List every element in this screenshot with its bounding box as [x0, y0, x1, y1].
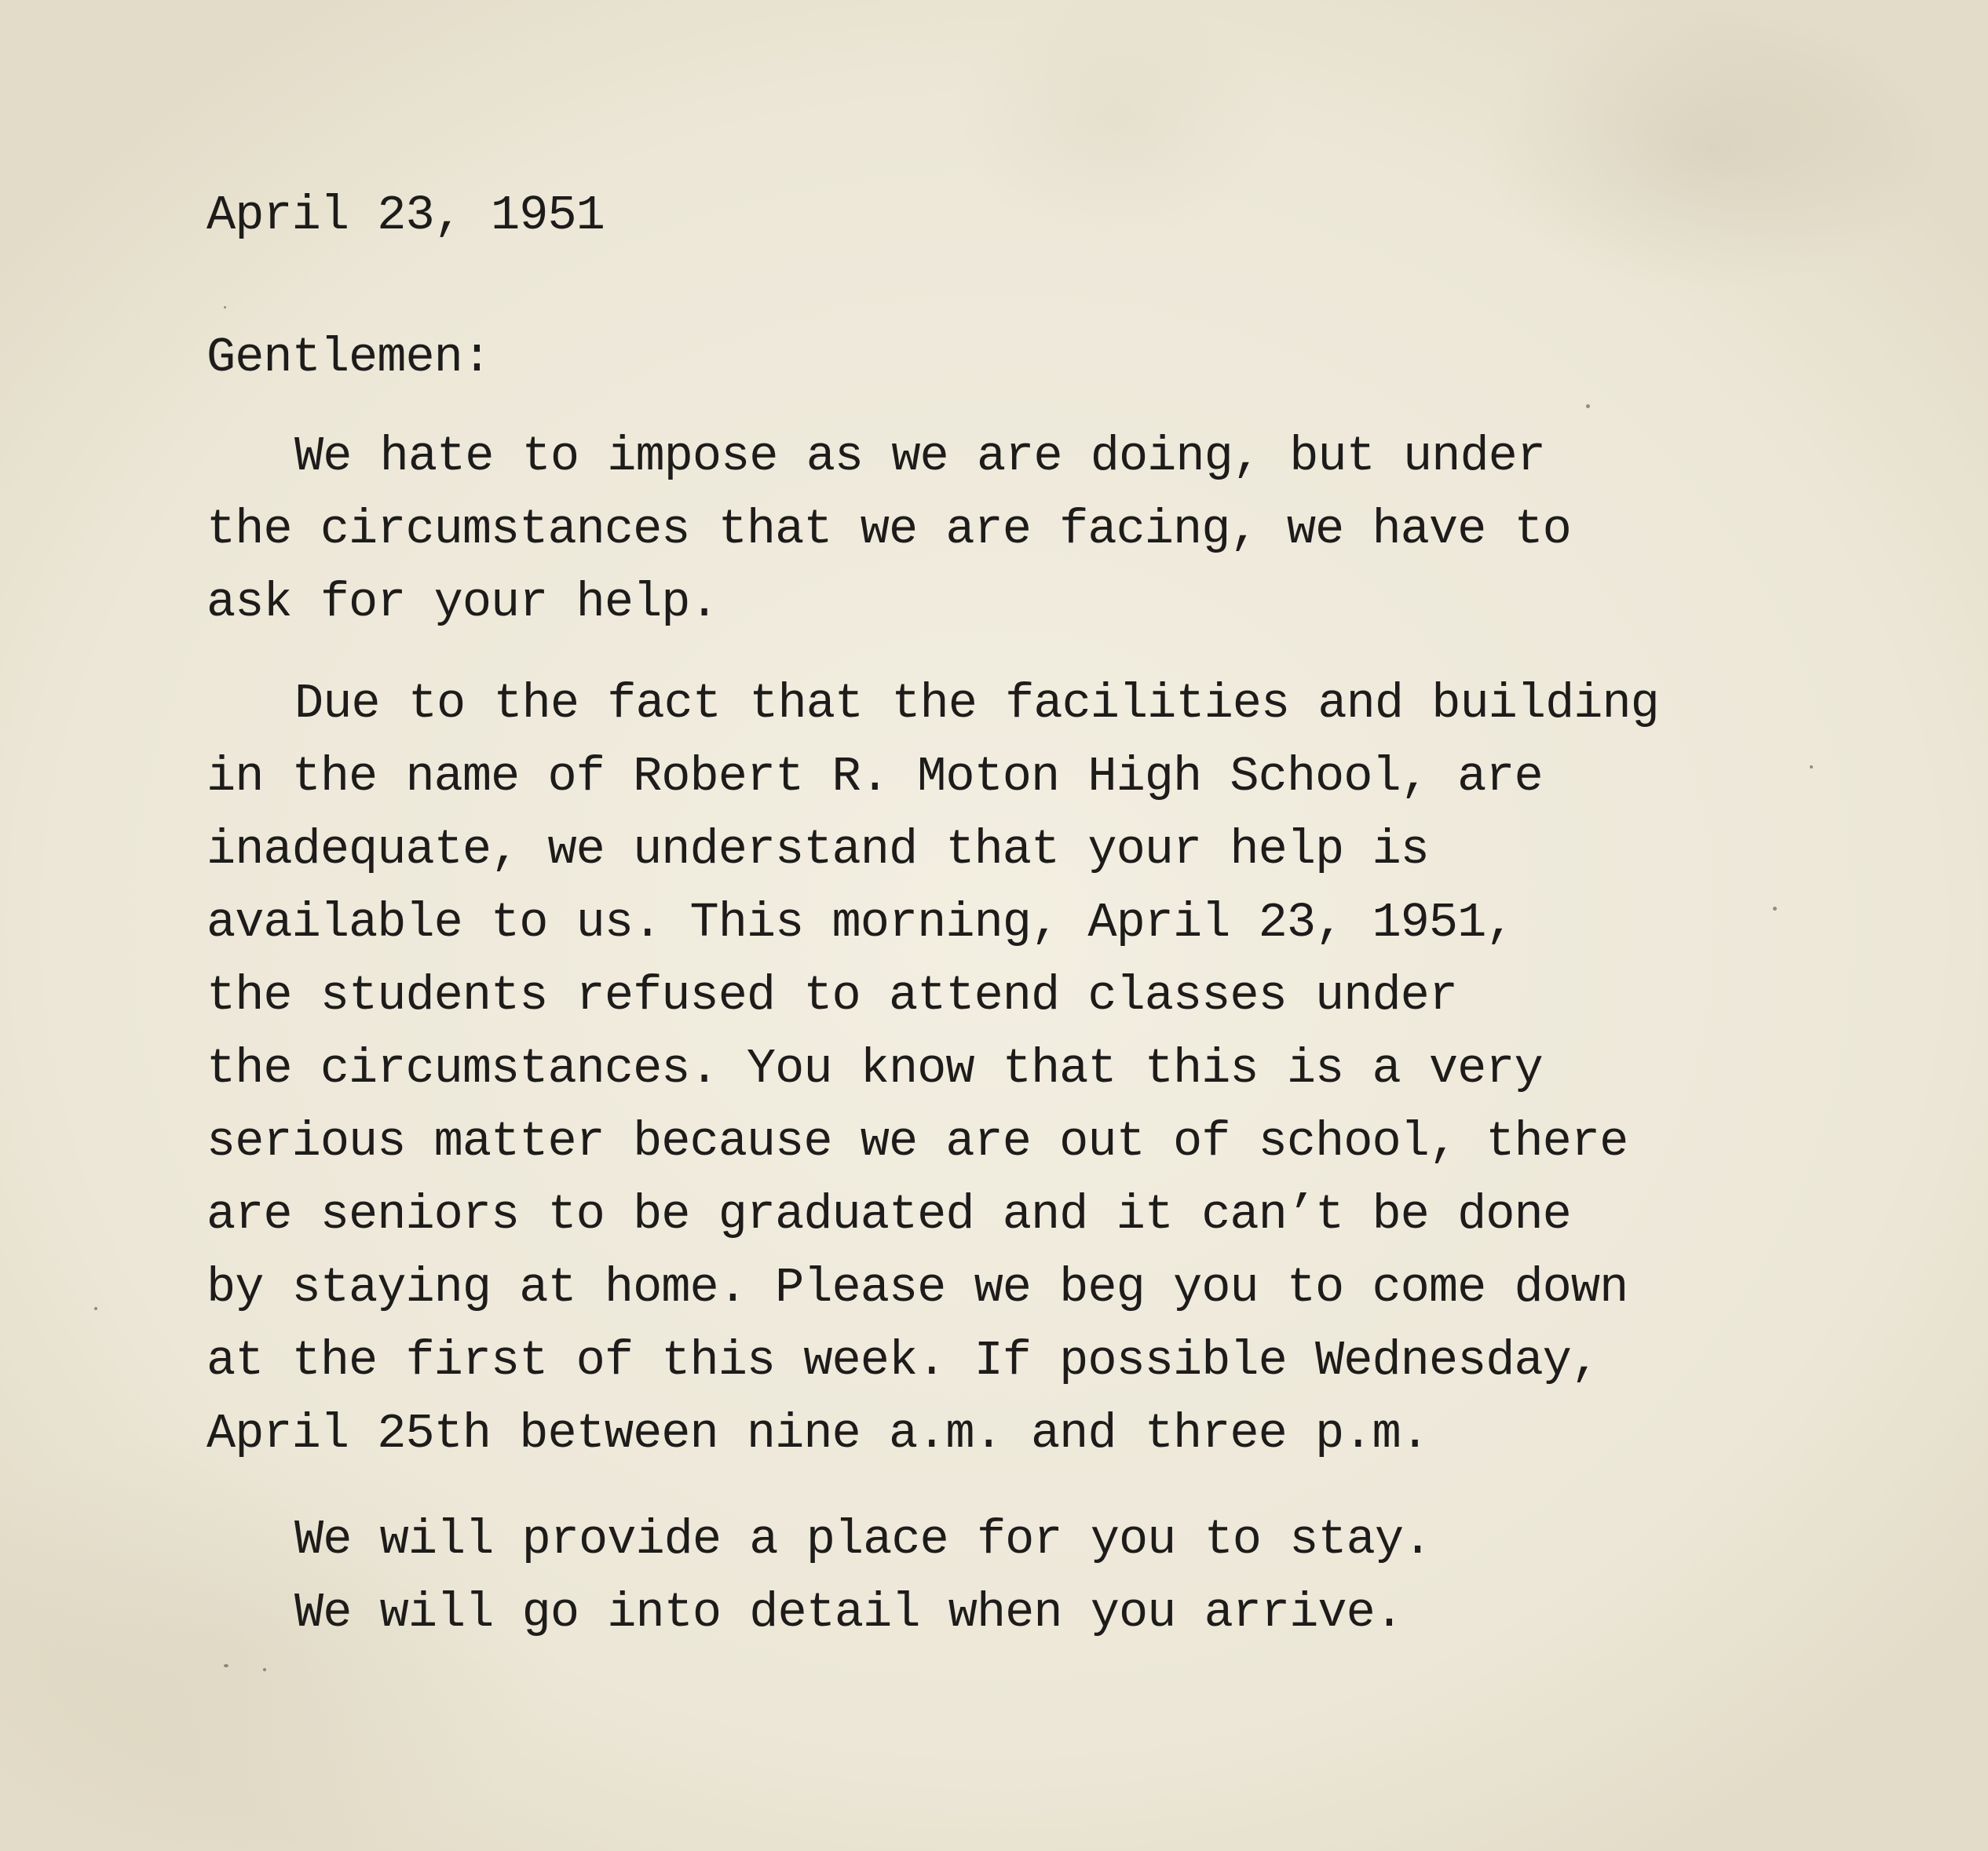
- paragraph-line: Due to the fact that the facilities and building: [294, 676, 1659, 732]
- paragraph-1: [206, 420, 1571, 639]
- paragraph-line: available to us. This morning, April 23, 1951,: [206, 895, 1515, 951]
- paragraph-2: [206, 667, 1659, 1470]
- paper-speck: [224, 1664, 228, 1667]
- letter-date: April 23, 1951: [206, 188, 605, 243]
- paragraph-line: serious matter because we are out of school, there: [206, 1114, 1628, 1170]
- paper-speck: [1586, 404, 1590, 408]
- letter-salutation: Gentlemen:: [206, 330, 492, 385]
- paragraph-line: April 25th between nine a.m. and three p.m.: [206, 1406, 1429, 1462]
- paragraph-line: at the first of this week. If possible Wednesday,: [206, 1333, 1600, 1389]
- paper-speck: [1810, 765, 1813, 769]
- paper-speck: [1773, 907, 1777, 911]
- paragraph-line: the circumstances that we are facing, we have to: [206, 502, 1571, 557]
- paragraph-line: by staying at home. Please we beg you to come down: [206, 1260, 1628, 1316]
- paragraph-line: We hate to impose as we are doing, but under: [294, 429, 1546, 484]
- paragraph-line: the students refused to attend classes under: [206, 968, 1458, 1024]
- paragraph-line: We will go into detail when you arrive.: [294, 1585, 1404, 1641]
- paper-speck: [224, 306, 226, 308]
- paragraph-line: the circumstances. You know that this is a very: [206, 1041, 1543, 1097]
- paragraph-line: ask for your help.: [206, 575, 718, 630]
- paragraph-line: in the name of Robert R. Moton High School, are: [206, 749, 1543, 805]
- paper-speck: [263, 1668, 266, 1671]
- paragraph-3: [206, 1503, 1431, 1649]
- paragraph-line: are seniors to be graduated and it can’t be done: [206, 1187, 1571, 1243]
- paragraph-line: inadequate, we understand that your help is: [206, 822, 1429, 878]
- paper-speck: [94, 1307, 97, 1310]
- paragraph-line: We will provide a place for you to stay.: [294, 1512, 1432, 1568]
